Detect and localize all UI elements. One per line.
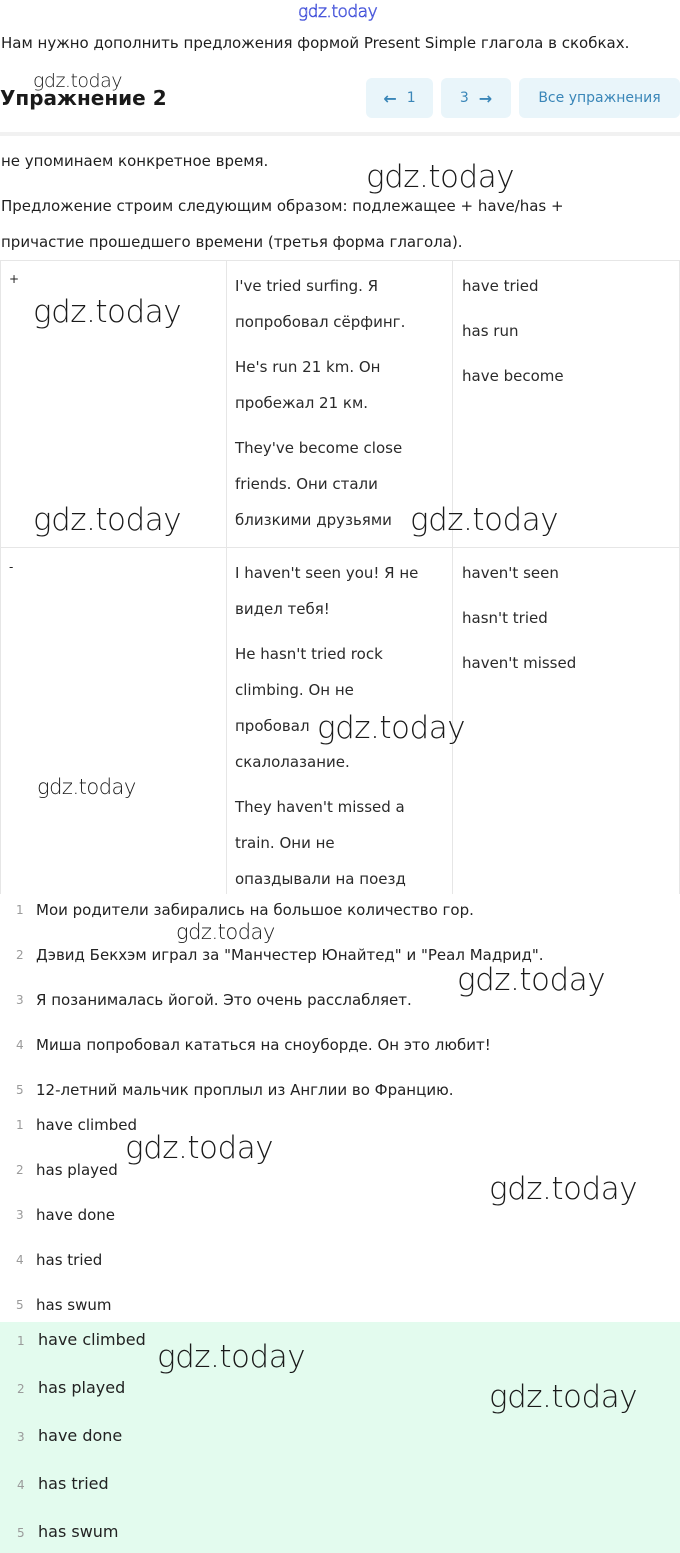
watermark: gdz.today (457, 962, 606, 998)
table-form: have tried (462, 277, 539, 295)
next-exercise-button[interactable] (441, 78, 511, 118)
table-form: has run (462, 322, 519, 340)
table-form: haven't missed (462, 654, 577, 672)
explanation-line: Предложение строим следующим образом: подлежащее + have/has + (1, 197, 564, 215)
list-number: 2 (16, 948, 24, 962)
arrow-left-icon: ← (383, 88, 397, 108)
table-form: haven't seen (462, 564, 559, 582)
answer-text: have climbed (38, 1330, 146, 1349)
table-column-divider (226, 260, 227, 894)
table-form: have become (462, 367, 564, 385)
watermark: gdz.today (366, 159, 515, 195)
answer-box (0, 1322, 680, 1553)
table-example: He hasn't tried rock (235, 645, 383, 663)
answer-text: has tried (36, 1251, 103, 1269)
table-example: видел тебя! (235, 600, 330, 618)
table-example: близкими друзьями (235, 511, 392, 529)
explanation-line: причастие прошедшего времени (третья форма глагола). (1, 233, 463, 251)
table-example: опаздывали на поезд (235, 870, 406, 888)
answer-text: has played (38, 1378, 126, 1397)
table-example: I haven't seen you! Я не (235, 564, 419, 582)
explanation-line: не упоминаем конкретное время. (1, 152, 269, 170)
table-example: попробовал сёрфинг. (235, 313, 406, 331)
list-text: Я позанималась йогой. Это очень расслабляет. (36, 991, 412, 1009)
list-number: 4 (16, 1038, 24, 1052)
table-column-divider (452, 260, 453, 894)
watermark: gdz.today (33, 70, 122, 92)
header-divider (0, 132, 680, 136)
table-example: friends. Они стали (235, 475, 378, 493)
all-exercises-label: Все упражнения (538, 90, 661, 106)
list-number: 5 (16, 1298, 24, 1312)
watermark-top: gdz.today (298, 2, 378, 22)
list-number: 3 (17, 1430, 25, 1444)
answer-text: have done (38, 1426, 123, 1445)
page-title: Упражнение 2 (0, 86, 167, 110)
watermark: gdz.today (489, 1171, 638, 1207)
next-exercise-label: 3 (459, 90, 469, 106)
list-number: 4 (16, 1253, 24, 1267)
list-number: 1 (16, 1118, 24, 1132)
list-number: 1 (17, 1334, 25, 1348)
table-row-divider (0, 547, 680, 548)
table-example: They've become close (235, 439, 403, 457)
table-sign: + (9, 272, 20, 286)
list-number: 3 (16, 993, 24, 1007)
table-example: train. Они не (235, 834, 335, 852)
list-text: Мои родители забирались на большое количество гор. (36, 901, 474, 919)
list-number: 2 (17, 1382, 25, 1396)
prev-exercise-label: 1 (406, 90, 416, 106)
table-example: They haven't missed a (235, 798, 405, 816)
table-border-top (0, 260, 680, 261)
prev-exercise-button[interactable] (366, 78, 433, 118)
list-number: 5 (17, 1526, 25, 1540)
answer-text: have climbed (36, 1116, 138, 1134)
table-sign: - (9, 560, 14, 574)
table-example: пробовал (235, 717, 310, 735)
answer-text: has swum (36, 1296, 112, 1314)
watermark: gdz.today (33, 294, 182, 330)
answer-text: have done (36, 1206, 116, 1224)
list-number: 4 (17, 1478, 25, 1492)
list-text: 12-летний мальчик проплыл из Англии во Францию. (36, 1081, 454, 1099)
list-number: 1 (16, 903, 24, 917)
table-example: He's run 21 km. Он (235, 358, 381, 376)
watermark: gdz.today (176, 920, 275, 944)
intro-text: Нам нужно дополнить предложения формой Present Simple глагола в скобках. (1, 34, 630, 52)
list-number: 2 (16, 1163, 24, 1177)
watermark: gdz.today (37, 775, 136, 799)
answer-text: has swum (38, 1522, 119, 1541)
watermark: gdz.today (410, 502, 559, 538)
answer-text: has tried (38, 1474, 109, 1493)
list-text: Миша попробовал кататься на сноуборде. Он это любит! (36, 1036, 491, 1054)
watermark: gdz.today (317, 710, 466, 746)
table-form: hasn't tried (462, 609, 548, 627)
answer-text: has played (36, 1161, 118, 1179)
list-text: Дэвид Бекхэм играл за "Манчестер Юнайтед" и "Реал Мадрид". (36, 946, 544, 964)
watermark: gdz.today (157, 1339, 306, 1375)
table-example: пробежал 21 км. (235, 394, 369, 412)
table-example: climbing. Он не (235, 681, 354, 699)
watermark: gdz.today (489, 1379, 638, 1415)
all-exercises-button[interactable] (519, 78, 680, 118)
table-column-divider (0, 260, 1, 894)
list-number: 5 (16, 1083, 24, 1097)
watermark: gdz.today (125, 1130, 274, 1166)
arrow-right-icon: → (478, 88, 493, 108)
list-number: 3 (16, 1208, 24, 1222)
watermark: gdz.today (33, 502, 182, 538)
table-example: скалолазание. (235, 753, 350, 771)
table-example: I've tried surfing. Я (235, 277, 379, 295)
